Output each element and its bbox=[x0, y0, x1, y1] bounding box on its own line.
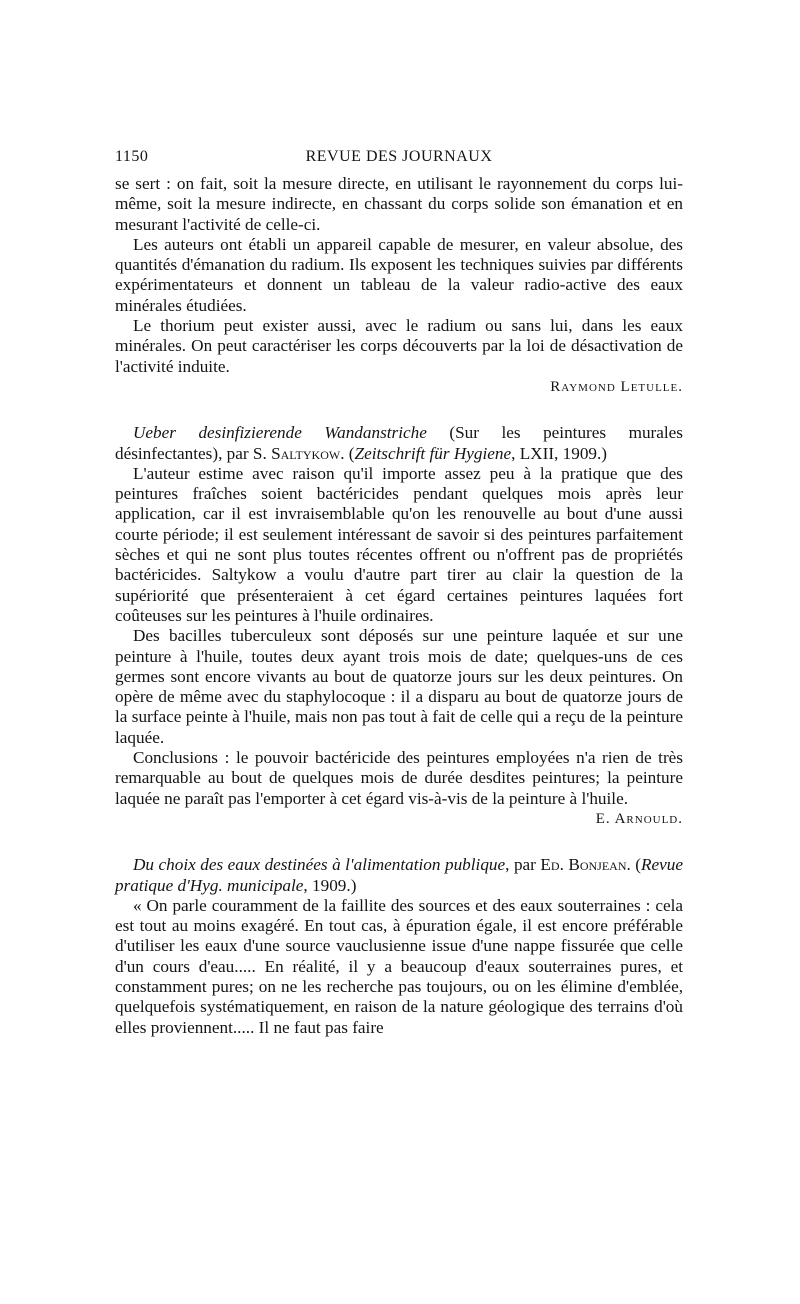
paragraph: Les auteurs ont établi un appareil capable de mesurer, en valeur absolue, des quantités d'émanation du radium. Ils exposent les techniques suivies par différents expérimentateurs et donnent un tableau de la valeur radio-active des eaux minérales étudiées. bbox=[115, 234, 683, 315]
author-name: Saltykow bbox=[271, 443, 341, 463]
source-details: , 1909.) bbox=[303, 875, 357, 895]
paragraph: Le thorium peut exister aussi, avec le radium ou sans lui, dans les eaux minérales. On peut caractériser les corps découverts par la loi de désactivation de l'activité induite. bbox=[115, 316, 683, 376]
entry-title bbox=[115, 855, 683, 896]
source-details: , LXII, 1909.) bbox=[511, 443, 608, 463]
paragraph: se sert : on fait, soit la mesure directe, en utilisant le rayonnement du corps lui-même, soit la mesure indirecte, en chassant du corps solide son émanation et en mesurant l'activité de celle-ci. bbox=[115, 174, 683, 234]
journal-name: Revue pratique d'Hyg. municipale bbox=[115, 855, 684, 895]
signature: E. Arnould. bbox=[595, 810, 683, 827]
author-name: Ed. Bonjean bbox=[540, 855, 627, 875]
source-open: . ( bbox=[626, 855, 642, 875]
source-open: . ( bbox=[340, 443, 355, 463]
article-title: Ueber desinfizierende Wandanstriche bbox=[133, 423, 427, 443]
entry-title bbox=[115, 423, 683, 464]
signature: Raymond Letulle. bbox=[550, 378, 683, 395]
journal-name: Zeitschrift für Hygiene bbox=[354, 443, 512, 463]
article-title: Du choix des eaux destinées à l'alimentation publique bbox=[133, 855, 506, 875]
paragraph: Des bacilles tuberculeux sont déposés sur une peinture laquée et sur une peinture à l'huile, toutes deux ayant trois mois de date; quelques-uns de ces germes sont encore vivants au bout de quatorze jours sur les deux peintures. On opère de même avec du staphylocoque : il a disparu au bout de quatorze jours de la surface peinte à l'huile, mais non pas tout à fait de celle qui a reçu de la peinture laquée. bbox=[115, 626, 683, 747]
review-radium bbox=[115, 174, 683, 397]
running-head: REVUE DES JOURNAUX bbox=[305, 148, 493, 165]
journal-page bbox=[115, 148, 683, 1038]
review-bonjean bbox=[115, 855, 683, 1038]
paragraph: Conclusions : le pouvoir bactéricide des peintures employées n'a rien de très remarquable au bout de quelques mois de durée desdites peintures; la peinture laquée ne paraît pas l'emporter à cet égard vis-à-vis de la peinture à l'huile. bbox=[115, 748, 683, 808]
title-translation: (Sur les peintures murales désinfectantes), par S. bbox=[115, 423, 683, 463]
paragraph: « On parle couramment de la faillite des sources et des eaux souterraines : cela est tout au moins exagéré. En tout cas, à épuration égale, il est encore préférable d'utiliser les eaux d'une source vauclusienne issue d'une nappe fissurée que celle d'un cours d'eau..... En réalité, il y a beaucoup d'eaux souterraines pures, et constamment pures; on ne les recherche pas toujours, ou on les élimine d'emblée, quelquefois systématiquement, en raison de la nature géologique des terrains d'où elles proviennent..... Il ne faut pas faire bbox=[115, 895, 683, 1037]
review-saltykow bbox=[115, 423, 683, 829]
paragraph: L'auteur estime avec raison qu'il importe assez peu à la pratique que des peintures fraîches soient bactéricides pendant quelques mois après leur application, car il est invraisemblable qu'on les renouvelle au bout d'une aussi courte période; il est seulement intéressant de savoir si des peintures parfaitement sèches et qui ne sont plus toutes récentes offrent ou n'offrent pas de propriétés bactéricides. Saltykow a voulu d'autre part tirer au clair la question de la supériorité que présenteraient à cet égard certaines peintures laquées fort coûteuses sur les peintures à l'huile ordinaires. bbox=[115, 463, 683, 625]
title-by: , par bbox=[505, 855, 541, 875]
page-number: 1150 bbox=[115, 148, 149, 165]
page-header bbox=[115, 148, 683, 174]
